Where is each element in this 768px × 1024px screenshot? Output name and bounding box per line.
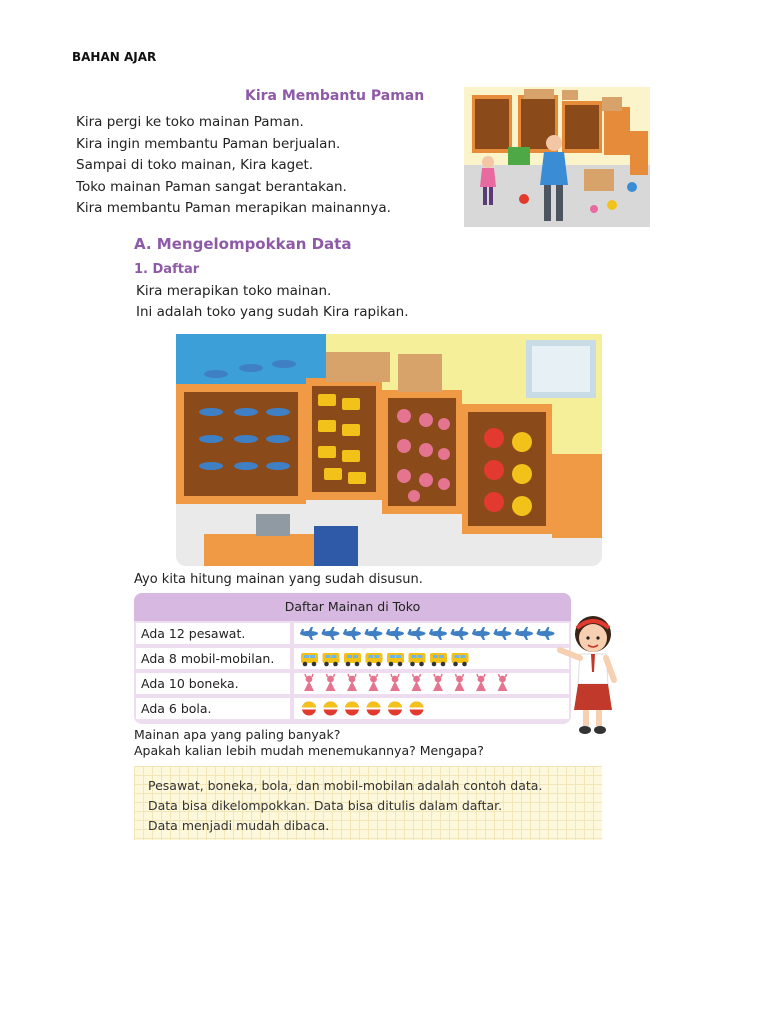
subsection-heading: 1. Daftar <box>134 262 200 277</box>
ball-icon <box>410 702 424 716</box>
doll-icon <box>412 674 422 691</box>
toy-car-icon <box>430 653 447 666</box>
story-line: Toko mainan Paman sangat berantakan. <box>76 178 347 195</box>
airplane-icon <box>408 627 426 640</box>
airplane-icon <box>322 627 340 640</box>
doll-icon <box>369 674 379 691</box>
story-line: Sampai di toko mainan, Kira kaget. <box>76 157 314 173</box>
table-row-icons <box>294 673 569 694</box>
toy-car-icon <box>452 653 469 666</box>
section-intro <box>136 281 409 323</box>
toy-car-icon <box>409 653 426 666</box>
ball-icon <box>302 702 316 716</box>
table-row-icons <box>294 698 569 719</box>
summary-note-text <box>148 776 542 836</box>
airplane-icon <box>429 627 447 640</box>
story-line: Kira ingin membantu Paman berjualan. <box>76 135 341 152</box>
airplane-icon <box>494 627 512 640</box>
note-line: Pesawat, boneka, bola, dan mobil-mobilan adalah contoh data. <box>148 778 543 793</box>
airplane-icon <box>365 627 383 640</box>
airplane-icon <box>472 627 490 640</box>
airplane-icon <box>451 627 469 640</box>
doll-icon <box>476 674 486 691</box>
table-title: Daftar Mainan di Toko <box>134 593 571 621</box>
question-line: Mainan apa yang paling banyak? <box>134 727 341 742</box>
table-row-label: Ada 8 mobil-mobilan. <box>136 648 290 669</box>
airplane-icon <box>300 627 318 640</box>
question-line: Apakah kalian lebih mudah menemukannya? Mengapa? <box>134 743 484 758</box>
ball-icon <box>367 702 381 716</box>
doll-icon <box>498 674 508 691</box>
airplane-icon <box>343 627 361 640</box>
count-prompt: Ayo kita hitung mainan yang sudah disusun. <box>134 572 423 587</box>
toy-car-icon <box>366 653 383 666</box>
toy-car-icon-row <box>294 648 569 669</box>
ball-icon <box>388 702 402 716</box>
table-row-label: Ada 6 bola. <box>136 698 290 719</box>
airplane-icon-row <box>294 623 569 644</box>
tidy-toy-shop-illustration <box>176 334 602 566</box>
doll-icon <box>390 674 400 691</box>
discussion-questions <box>134 727 484 759</box>
toy-list-table <box>134 593 571 724</box>
ball-icon <box>345 702 359 716</box>
document-header: BAHAN AJAR <box>72 50 157 64</box>
ball-icon <box>324 702 338 716</box>
doll-icon <box>433 674 443 691</box>
story-text <box>76 112 391 220</box>
doll-icon <box>455 674 465 691</box>
intro-line: Kira merapikan toko mainan. <box>136 283 332 299</box>
toy-car-icon <box>344 653 361 666</box>
doll-icon <box>347 674 357 691</box>
toy-car-icon <box>323 653 340 666</box>
table-row-icons <box>294 648 569 669</box>
table-row-label: Ada 12 pesawat. <box>136 623 290 644</box>
table-row-label: Ada 10 boneka. <box>136 673 290 694</box>
airplane-icon <box>515 627 533 640</box>
note-line: Data bisa dikelompokkan. Data bisa ditulis dalam daftar. <box>148 798 503 813</box>
story-title: Kira Membantu Paman <box>245 88 425 104</box>
table-row-icons <box>294 623 569 644</box>
toy-car-icon <box>387 653 404 666</box>
girl-character-illustration <box>556 608 626 740</box>
summary-note-box <box>134 766 602 840</box>
airplane-icon <box>537 627 555 640</box>
doll-icon <box>326 674 336 691</box>
doll-icon-row <box>294 673 569 694</box>
airplane-icon <box>386 627 404 640</box>
doll-icon <box>304 674 314 691</box>
story-line: Kira membantu Paman merapikan mainannya. <box>76 200 391 216</box>
intro-line: Ini adalah toko yang sudah Kira rapikan. <box>136 304 409 320</box>
ball-icon-row <box>294 698 569 719</box>
story-line: Kira pergi ke toko mainan Paman. <box>76 114 304 130</box>
section-heading: A. Mengelompokkan Data <box>134 235 352 253</box>
note-line: Data menjadi mudah dibaca. <box>148 818 330 833</box>
messy-toy-shop-illustration <box>464 87 650 227</box>
toy-car-icon <box>301 653 318 666</box>
